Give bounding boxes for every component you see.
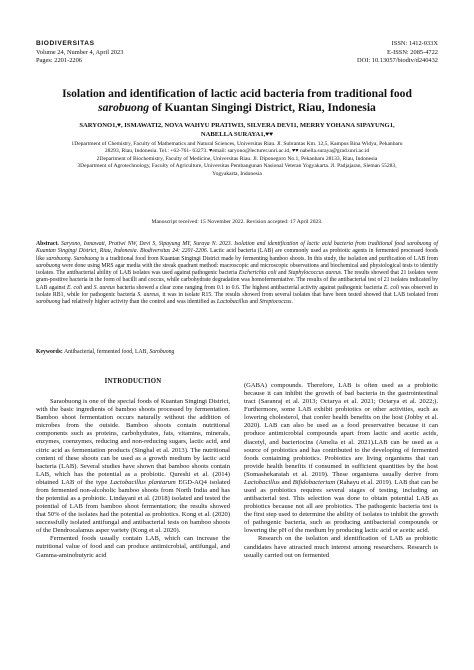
authors-line-1: SARYONO1,♥, ISMAWATI2, NOVA WAHYU PRATIWI3, SILVERA DEVI1, MERRY YOHANA SIPAYUNG1,: [79, 122, 395, 129]
keywords-label: Keywords:: [36, 349, 63, 355]
abstract: [36, 241, 438, 307]
manuscript-dates: Manuscript received: 15 November 2022. Revision accepted: 17 April 2023.: [151, 219, 323, 225]
affiliations: [40, 141, 434, 178]
abstract-text: were done using MRS agar media with the streak quadrant method: macroscopic and microscopic observations and biochemical and physiological tests to identify isolates. The antibacterial ability of LAB isolates was used against pathogenic bacteria: [36, 262, 438, 277]
abstract-text: is a traditional food from Kuantan Singingi District made by fermenting bamboo shoots. In this study, the isolation and purification of LAB from: [98, 255, 439, 262]
abstract-italic: Escherichia coli: [238, 270, 277, 277]
abstract-text: and: [248, 299, 260, 306]
abstract-italic: S. aureus: [93, 284, 116, 291]
author-list: [36, 122, 438, 139]
abstract-text: , it was in isolate R15. The results showed from several isolates that have been tested showed that LAB isolated from: [159, 292, 438, 299]
abstract-italic: E. coli: [66, 284, 83, 291]
abstract-italic: S. aureus: [137, 292, 160, 299]
paragraph-text: (Rahayu et al. 2019). LAB that can be used as probiotics requires several stages of testing, including an antibacterial test. This selection was done to obtain potential LAB as probiotics because not all are probiotics. The pathogenic bacteria test is the first step used to determine the ability of isolates to inhibit the growth of pathogenic bacteria, such as producing antibacterial compounds or lowering the pH of the medium by producing lactic acid or acetic acid.: [244, 478, 438, 535]
title-italic: sarobuong: [98, 100, 150, 114]
journal-name: BIODIVERSITAS: [36, 40, 95, 47]
abstract-italic: sarobuong: [46, 255, 71, 262]
abstract-label: Abstract.: [36, 241, 59, 247]
paragraph-italic: Bifidobacterium: [292, 478, 336, 486]
keywords-italic: Sarobuong: [149, 349, 175, 355]
affiliation-line: 1Department of Chemistry, Faculty of Mathematics and Natural Sciences, Universitas Riau. Jl. Subrantas Km. 12,5, Kampus Bina Widya, Pekanbaru: [71, 141, 403, 147]
left-column: [36, 378, 230, 560]
keywords: [36, 349, 438, 355]
journal-volume: Volume 24, Number 4, April 2023: [36, 48, 124, 56]
title-line-2: [36, 101, 438, 115]
paragraph: Research on the isolation and identification of LAB as probiotic candidates have attracted much interest among researchers. Research is usually carried out on fermented: [244, 535, 438, 559]
keywords-text: Antibacterial, fermented food, LAB,: [62, 349, 150, 355]
affiliation-line: 2Department of Biochemistry, Faculty of Medicine, Universitas Riau. Jl. Diponegoro No.1, Pekanbaru 28133, Riau, Indonesia: [96, 155, 378, 162]
abstract-citation: Saryono, Ismawati, Pratiwi NW, Devi S, Sipayung MY, Suraya N. 2023. Isolation and identification of lactic acid bacteria from traditional food sarobuong of Kuantan Singingi District, Riau, Indonesia. Biodiversitas 24: 2201-2206.: [36, 241, 438, 255]
issn: ISSN: 1412-033X: [391, 40, 438, 47]
abstract-italic: E. coli: [383, 284, 400, 291]
abstract-italic: Staphylococcus aureus: [288, 270, 341, 277]
section-heading-introduction: INTRODUCTION: [104, 378, 162, 385]
paragraph: [244, 382, 438, 535]
abstract-text: had relatively higher activity than the control and was identified as: [60, 299, 217, 306]
eissn: E-ISSN: 2085-4722: [387, 48, 438, 56]
paragraph-text: Saraobuong is one of the special foods of Kuantan Singingi District, with the basic ingredients of bamboo shoots processed by fermentation. Bamboo shoot fermentation occurs naturally without the addition of microbes from the outside. Bamboo shoots contain nutritional components such as proteins, carbohydrates, fats, vitamins, minerals, enzymes, coenzymes, reducing and non-reducing sugars, lactic acid, and citric acid as fermentation products (Singhal et al. 2013). The nutritional content of these shoots can be used as a growth medium by lactic acid bacteria (LAB). Several studies have shown that bamboo shoots contain LAB, which has the potential as a probiotic. Qureshi et al. (2014) obtained LAB of the type: [36, 398, 230, 486]
abstract-text: .: [70, 255, 74, 262]
abstract-text: .: [291, 299, 293, 306]
authors-line-2: NABELLA SURAYA1,♥♥: [200, 130, 274, 138]
abstract-italic: sarobuong: [36, 262, 61, 269]
paragraph-text: (GABA) compounds. Therefore, LAB is often used as a probiotic because it can inhibit the growth of bad bacteria in the gastrointestinal tract (Saranraj et al. 2013; Octarya et al. 2021; Octarya et al. 2022;). Furthermore, some LAB exhibit probiotics or other activities, such as lowering cholesterol, that confer health benefits on the host (Jobby et al. 2020). LAB can also be used as a food preservative because it can produce antimicrobial compounds apart from lactic and acetic acids, diacetyl, and bacteriocins (Amelia et al. 2021).LAB can be used as a source of probiotics and has contributed to the developing of fermented foods containing probiotics. Probiotics are living organisms that can provide health benefits if consumed in sufficient quantities by the host (Somashekaraiah et al. 2019). These organisms usually derive from: [244, 382, 438, 478]
abstract-text: and: [276, 270, 289, 277]
abstract-text: . The results showed that 21 isolates were gram-positive bacteria in the form of bacilli and coccus, while carbohydrate degradation was homofermentative. The results of the antibacterial test of 21 isolates indicated by LAB against: [36, 270, 438, 291]
title-rest: of Kuantan Singingi District, Riau, Indonesia: [149, 100, 376, 114]
journal-pages: Pages: 2201-2206: [36, 57, 82, 65]
abstract-text: was observed in isolate RB1, while for pathogenic bacteria: [36, 284, 438, 299]
abstract-italic: Sarobuong: [73, 255, 99, 262]
paragraph-italic: Lactobacillus: [244, 478, 280, 486]
right-column: [244, 382, 438, 560]
doi: DOI: 10.13057/biodiv/d240432: [357, 57, 438, 65]
paragraph: Fermented foods usually contain LAB, which can increase the nutritional value of food and can produce antimicrobial, antifungal, and Gamma-aminobutyric acid: [36, 535, 230, 559]
abstract-text: Lactic acid bacteria (LAB) are commonly used as probiotic agents in fermented processed foods like: [36, 248, 438, 262]
journal-header-right: [357, 40, 438, 66]
abstract-text: and: [82, 284, 94, 291]
abstract-text: bacteria showed a clear zone ranging from 0.1 to 0.6. The highest antibacterial activity against pathogenic bacteria: [115, 284, 384, 291]
abstract-italic: Lactobacillus: [216, 299, 249, 306]
abstract-italic: Streptococcus: [259, 299, 292, 306]
title-line-1: Isolation and identification of lactic acid bacteria from traditional food: [62, 87, 412, 100]
paragraph-text: and: [279, 478, 293, 486]
paragraph: [36, 398, 230, 535]
affiliation-line: 3Department of Agrotechnology, Faculty of Agriculture, Universitas Pembangunan Nasional Veteran Yogyakarta. Jl. Padjajaran, Sleman 55283,: [77, 163, 397, 170]
article-title: [36, 87, 438, 114]
affiliation-line: 28293, Riau, Indonesia. Tel.: +62-761- 63273. ♥email: saryono@lecturer.unri.ac.id, ♥♥ nabella.suraya@grad.unri.ac.id: [104, 148, 370, 155]
affiliation-line: Yogyakarta, Indonesia: [212, 170, 262, 177]
journal-header-left: [36, 40, 123, 66]
paragraph-text: EGD-AQ4 isolated from fermented non-alcoholic bamboo shoots from North India and has the potential as a probiotic. Lindayani et al. (2018) isolated and tested the potential of LAB from bamboo shoot fermentation; the results showed that 50% of the isolates had the potential as probiotics. Kong et al. (2020) successfully isolated antifungal and antibacterial tests on bamboo shoots of the Dendrocalamus asper variety (Kong et al. 2020).: [36, 478, 230, 535]
paragraph-italic: Lactobacillus plantarum: [110, 478, 176, 486]
abstract-italic: sarobuong: [36, 299, 61, 306]
